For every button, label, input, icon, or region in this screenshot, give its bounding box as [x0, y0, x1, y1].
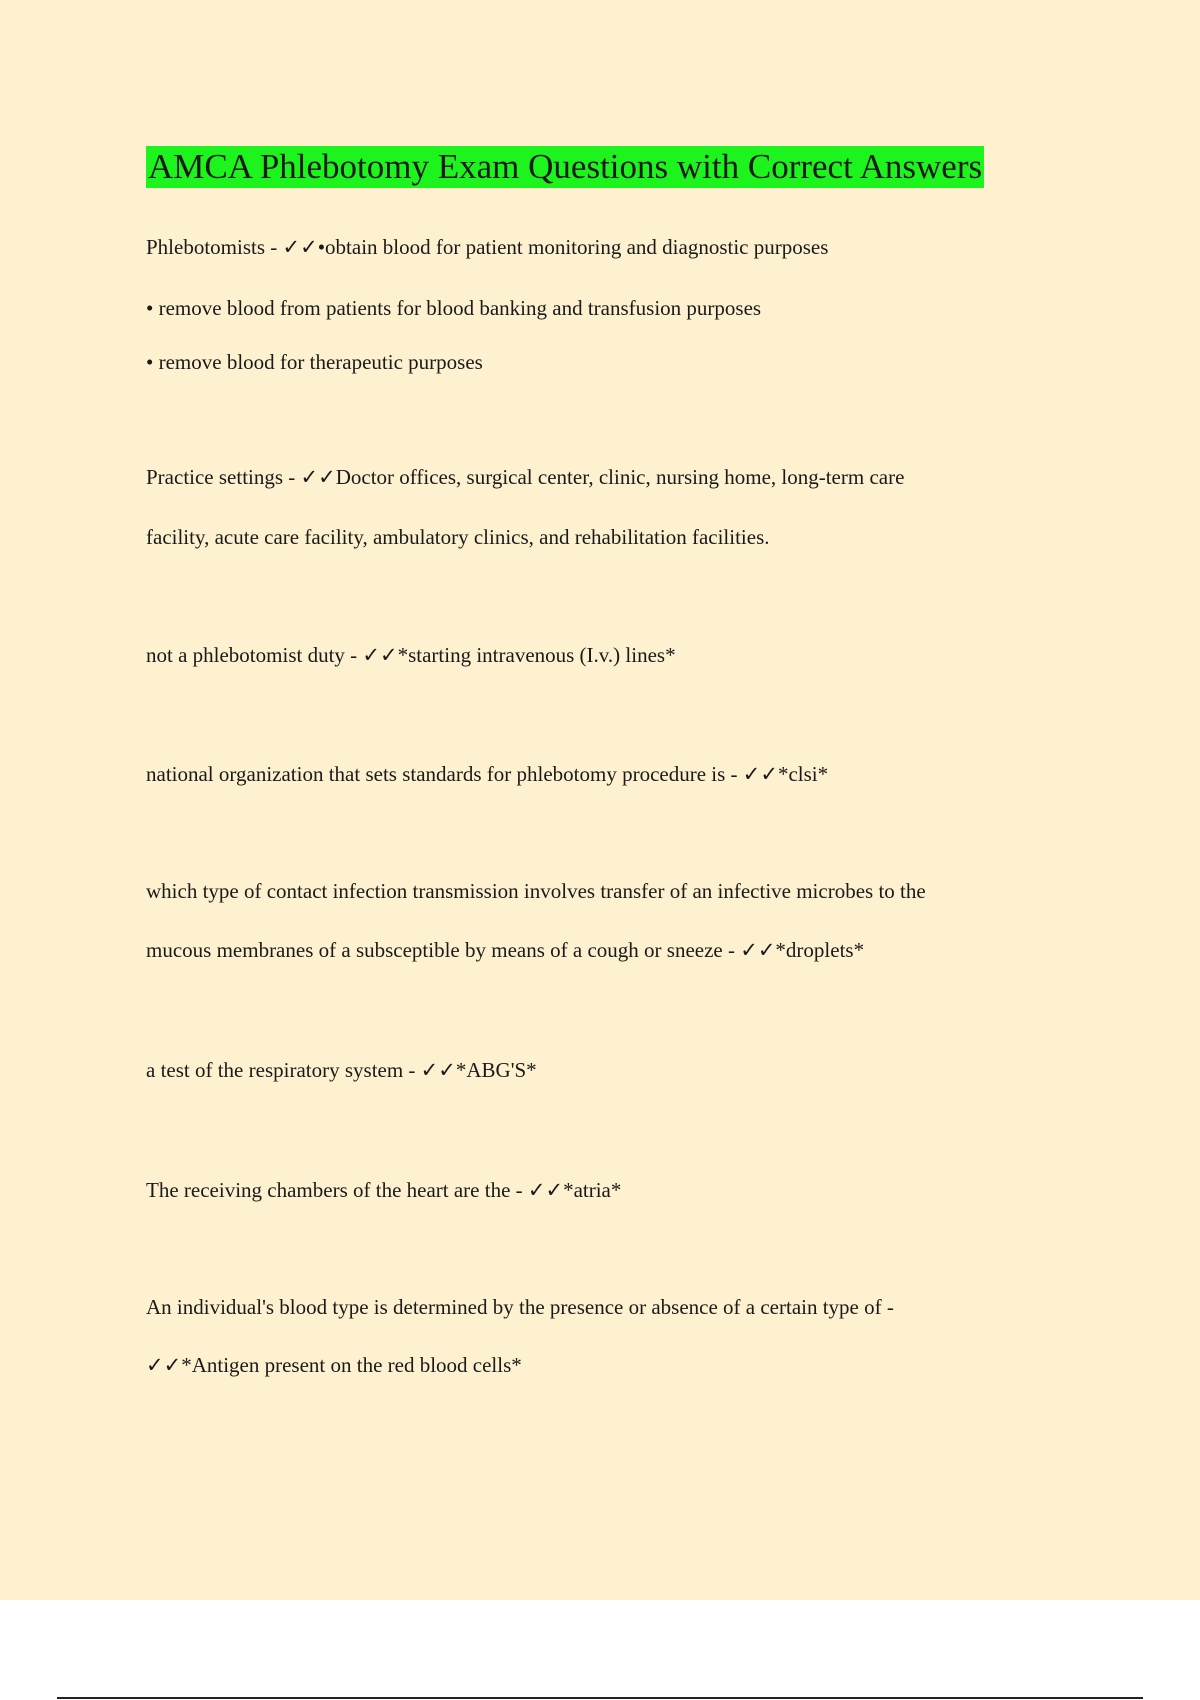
document-title: AMCA Phlebotomy Exam Questions with Correct Answers: [148, 147, 983, 186]
footer-divider: [57, 1697, 1143, 1699]
qa-line: • remove blood from patients for blood banking and transfusion purposes: [146, 296, 762, 320]
qa-line: not a phlebotomist duty - ✓✓*starting intravenous (I.v.) lines*: [146, 643, 676, 667]
qa-line: An individual's blood type is determined by the presence or absence of a certain type of -: [146, 1295, 894, 1319]
qa-line: • remove blood for therapeutic purposes: [146, 350, 483, 374]
qa-line: national organization that sets standards for phlebotomy procedure is - ✓✓*clsi*: [146, 762, 829, 786]
qa-line: a test of the respiratory system - ✓✓*ABG'S*: [146, 1058, 537, 1082]
qa-line: which type of contact infection transmission involves transfer of an infective microbes to the: [146, 879, 926, 903]
qa-line: facility, acute care facility, ambulatory clinics, and rehabilitation facilities.: [146, 525, 770, 549]
qa-line: mucous membranes of a subsceptible by means of a cough or sneeze - ✓✓*droplets*: [146, 938, 865, 962]
qa-line: Phlebotomists - ✓✓•obtain blood for patient monitoring and diagnostic purposes: [146, 235, 829, 259]
qa-line: The receiving chambers of the heart are the - ✓✓*atria*: [146, 1178, 622, 1202]
qa-line: Practice settings - ✓✓Doctor offices, surgical center, clinic, nursing home, long-term care: [146, 465, 905, 489]
qa-line: ✓✓*Antigen present on the red blood cells*: [146, 1353, 522, 1377]
